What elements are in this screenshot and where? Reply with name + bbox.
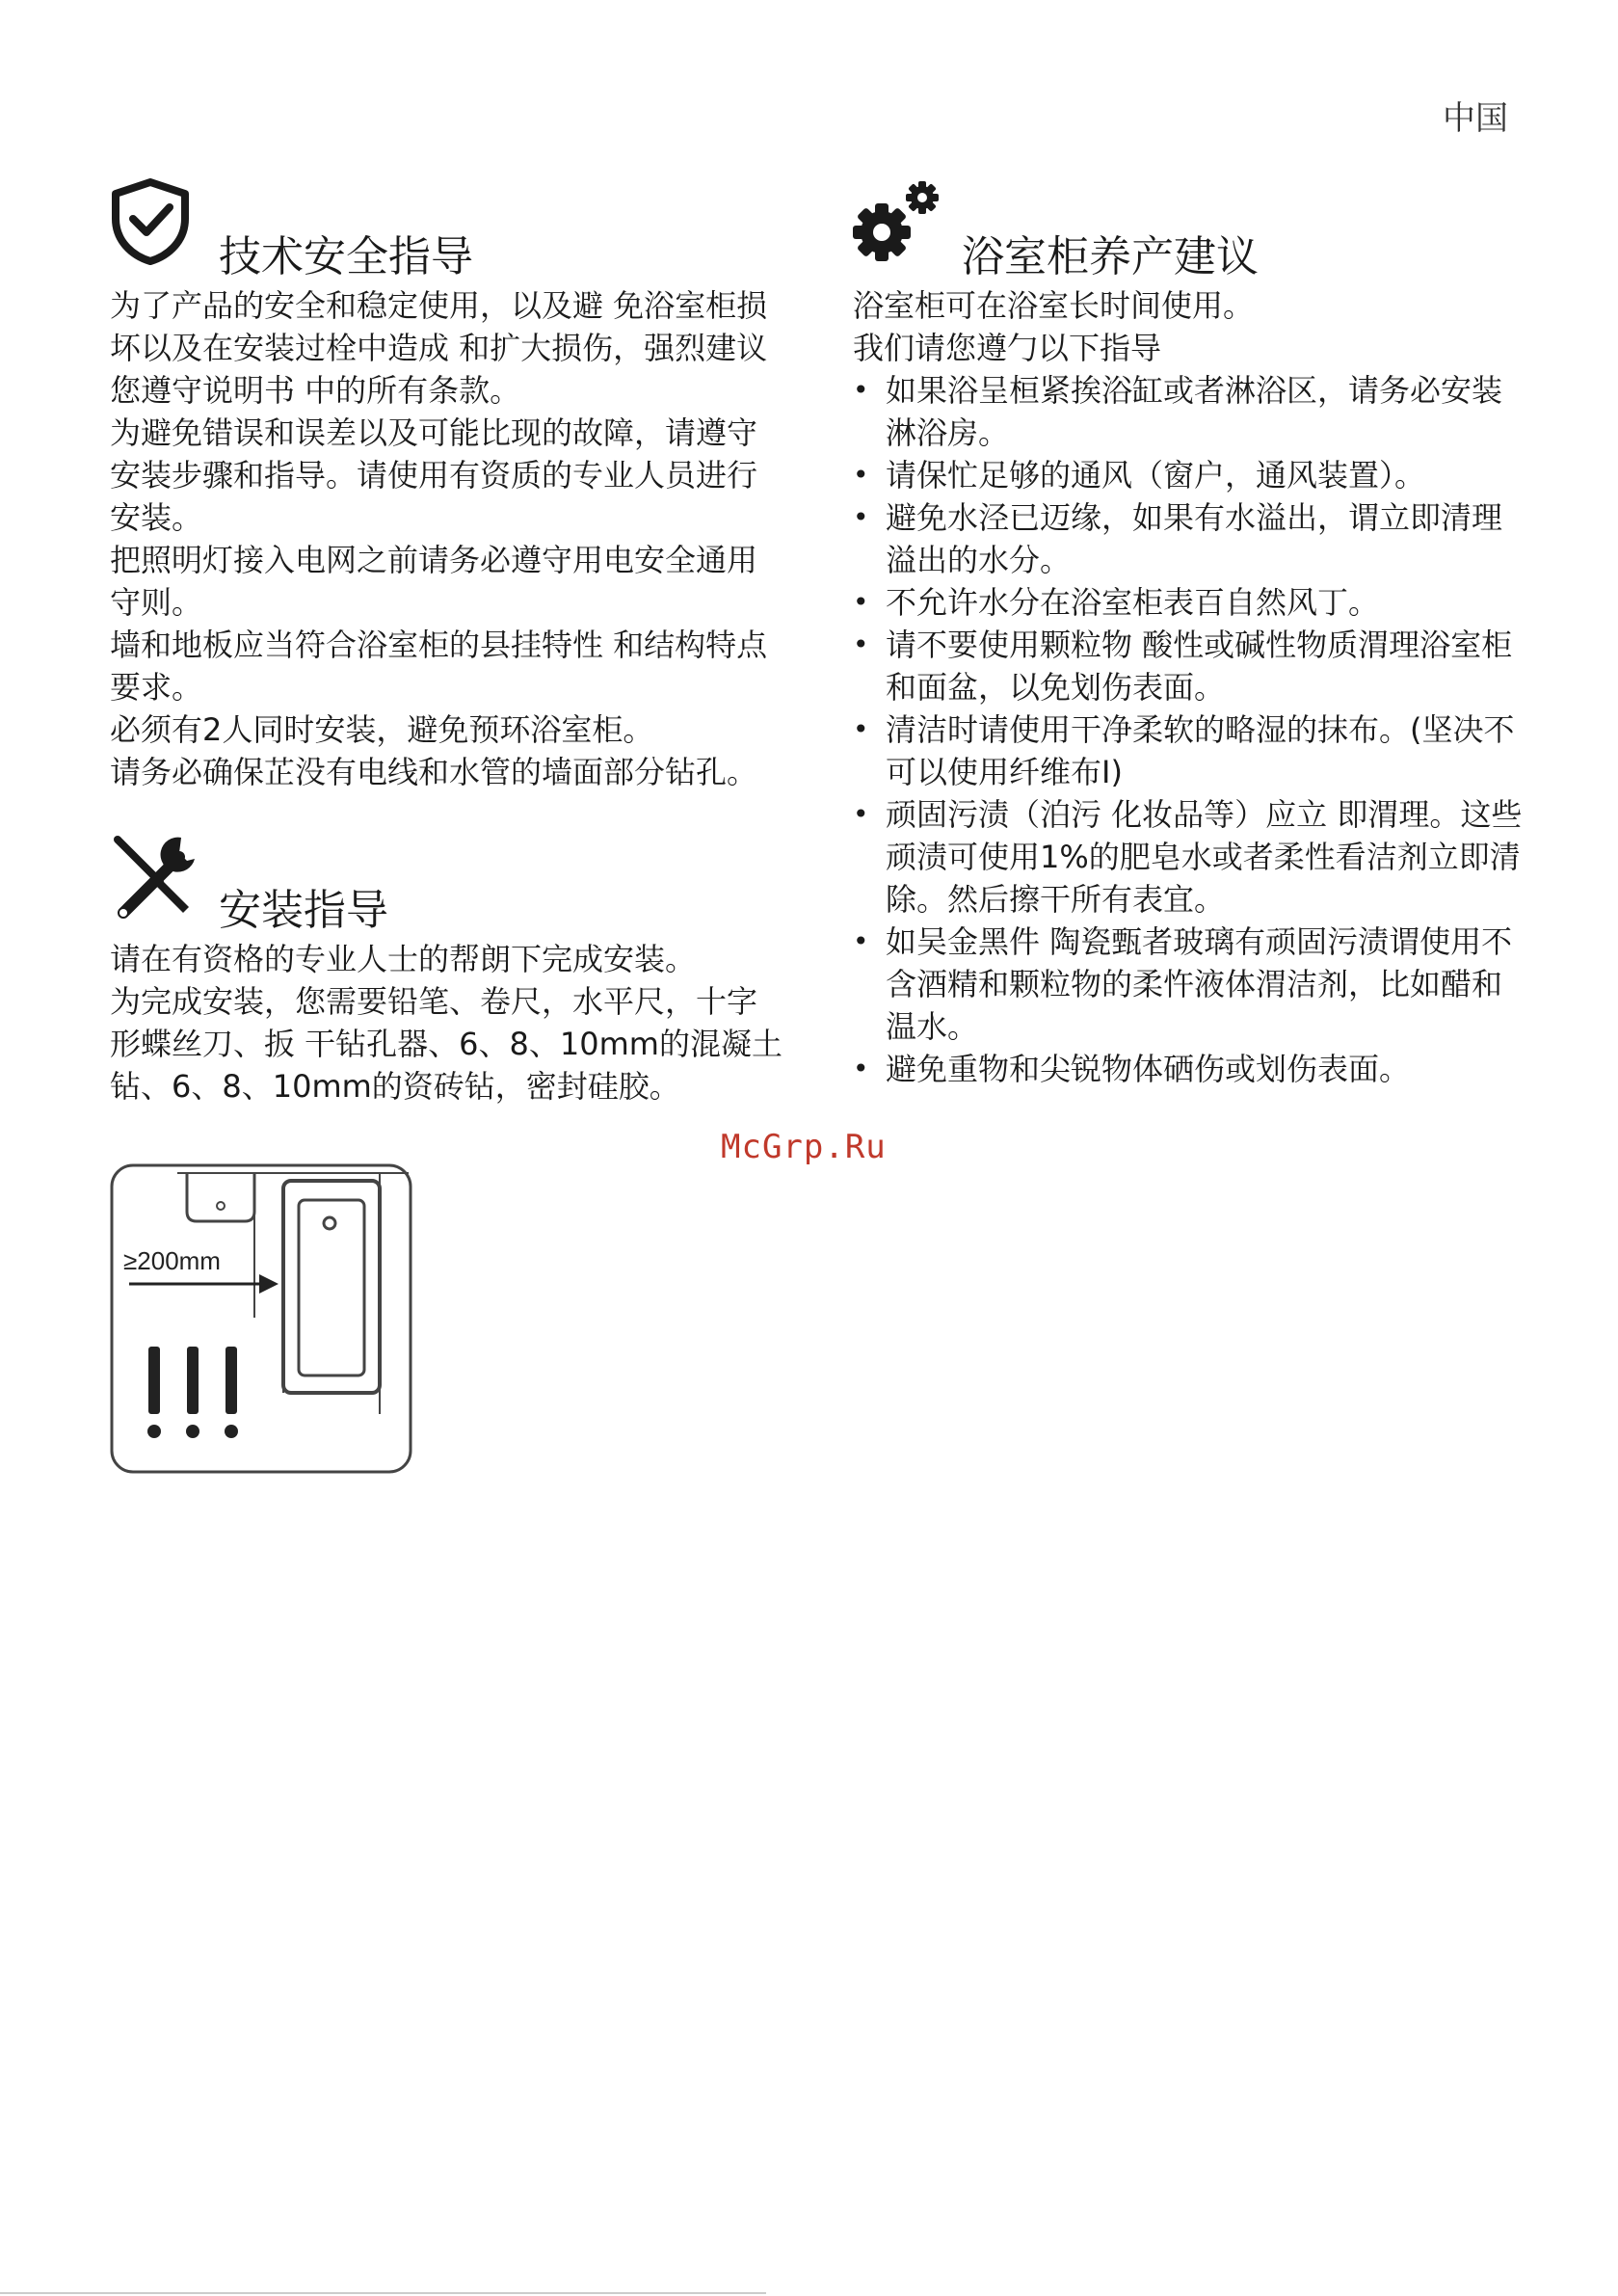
care-bullet: • 请保忙足够的通风（窗户，通风装置）。 xyxy=(853,454,1527,496)
watermark: McGrp.Ru xyxy=(721,1128,887,1166)
care-bullet: • 请不要使用颗粒物 酸性或碱性物质渭理浴室柜和面盆，以免划伤表面。 xyxy=(853,624,1527,708)
safety-paragraph: 为避免错误和误差以及可能比现的故障，请遵守安装步骤和指导。请使用有资质的专业人员进行安装。 xyxy=(110,414,758,536)
country-label: 中国 xyxy=(1443,99,1508,138)
care-bullet: • 避免水泾已迈缘，如果有水溢出，谓立即清理溢出的水分。 xyxy=(853,496,1527,581)
safety-heading xyxy=(110,178,784,284)
care-bullet-list xyxy=(853,369,1527,1090)
install-text xyxy=(110,938,784,1108)
install-paragraph: 请在有资格的专业人士的帮朗下完成安装。 xyxy=(110,941,697,977)
installation-clearance-illustration xyxy=(110,1163,418,1482)
install-title: 安装指导 xyxy=(219,886,388,935)
safety-text xyxy=(110,284,784,793)
care-title: 浴室柜养产建议 xyxy=(962,232,1259,281)
clearance-distance-label: ≥200mm xyxy=(123,1246,221,1275)
safety-paragraph: 为了产品的安全和稳定使用，以及避 免浴室柜损坏以及在安装过栓中造成 和扩大损伤，强烈建议您遵守说明书 中的所有条款。 xyxy=(110,287,768,409)
care-intro-line: 我们请您遵勹以下指导 xyxy=(853,330,1162,366)
care-bullet: • 避免重物和尖锐物体硒伤或划伤表面。 xyxy=(853,1048,1527,1090)
care-heading xyxy=(853,178,1527,284)
safety-paragraph: 请务必确保芷没有电线和水管的墙面部分钻孔。 xyxy=(110,754,758,790)
right-column xyxy=(853,178,1527,1090)
care-bullet: • 不允许水分在浴室柜表百自然风丁。 xyxy=(853,581,1527,624)
safety-title: 技术安全指导 xyxy=(219,232,473,281)
install-paragraph: 为完成安装，您需要铅笔、卷尺，水平尺，十字形蝶丝刀、扳 干钻孔器、6、8、10mm的混凝土钻、6、8、10mm的资砖钻，密封硅胶。 xyxy=(110,983,782,1105)
care-bullet: • 顽固污渍（泊污 化妆品等）应立 即渭理。这些顽渍可使用1%的肥皂水或者柔性看洁剂立即清除。然后擦干所有表宜。 xyxy=(853,793,1527,921)
left-column xyxy=(110,178,784,1108)
install-heading xyxy=(110,832,784,938)
safety-paragraph: 把照明灯接入电网之前请务必遵守用电安全通用守则。 xyxy=(110,542,758,621)
gears-icon xyxy=(853,178,945,271)
safety-paragraph: 必须有2人同时安装，避免预环浴室柜。 xyxy=(110,711,654,748)
care-bullet: • 如吴金黑件 陶瓷甄者玻璃有顽固污渍谓使用不含酒精和颗粒物的柔忤液体渭洁剂，比如醋和温水。 xyxy=(853,921,1527,1048)
safety-paragraph: 墙和地板应当符合浴室柜的县挂特性 和结构特点要求。 xyxy=(110,627,768,706)
care-bullet: • 清洁时请使用干净柔软的略湿的抹布。(坚决不可以使用纤维布I) xyxy=(853,708,1527,793)
bottom-divider xyxy=(0,2292,766,2294)
care-intro-line: 浴室柜可在浴室长时间使用。 xyxy=(853,287,1255,324)
care-intro xyxy=(853,284,1527,369)
care-bullet: • 如果浴呈桓紧挨浴缸或者淋浴区，请务必安装淋浴房。 xyxy=(853,369,1527,454)
shield-check-icon xyxy=(110,178,191,265)
tools-icon xyxy=(110,832,202,924)
